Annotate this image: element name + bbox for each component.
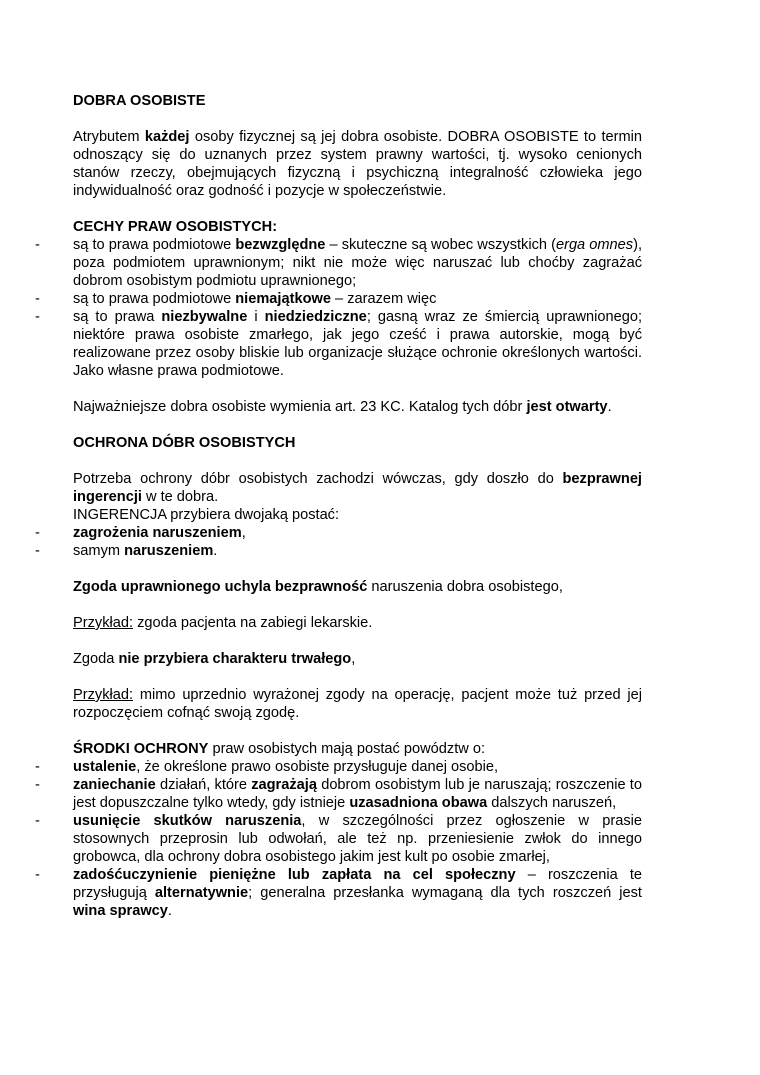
ingerencja-paragraph: INGERENCJA przybiera dwojaką postać: bbox=[73, 507, 340, 523]
list-item: - usunięcie skutków naruszenia, w szczególności przez ogłoszenie w prasie stosownych przeprosin lub odwołań, ale też np. przeniesienie zwłok do innego grobowca, dla ochrony dobra osobistego jakim jest kult po osobie zmarłej, bbox=[73, 812, 642, 866]
ingerencja-list bbox=[73, 524, 642, 560]
przyklad-operacja-paragraph: Przykład: mimo uprzednio wyrażonej zgody na operację, pacjent może tuż przed jej rozpoczęciem cofnąć swoją zgodę. bbox=[73, 687, 642, 721]
intro-paragraph: Atrybutem każdej osoby fizycznej są jej dobra osobiste. DOBRA OSOBISTE to termin odnoszący się do uznanych przez system prawny wartości, tj. wysoko cenionych stanów rzeczy, obejmujących fizyczną i psychiczną integralność człowieka jego indywidualność oraz godność i pozycje w społeczeństwie. bbox=[73, 129, 642, 199]
zgoda-paragraph: Zgoda uprawnionego uchyla bezprawność naruszenia dobra osobistego, bbox=[73, 579, 563, 595]
zgoda-trwala-paragraph: Zgoda nie przybiera charakteru trwałego, bbox=[73, 651, 356, 667]
katalog-paragraph: Najważniejsze dobra osobiste wymienia art. 23 KC. Katalog tych dóbr jest otwarty. bbox=[73, 399, 612, 415]
cechy-list bbox=[73, 236, 642, 380]
heading-cechy: CECHY PRAW OSOBISTYCH: bbox=[73, 219, 278, 235]
heading-dobra-osobiste: DOBRA OSOBISTE bbox=[73, 93, 206, 109]
list-item: - zadośćuczynienie pieniężne lub zapłata na cel społeczny – roszczenia te przysługują alternatywnie; generalna przesłanka wymaganą dla tych roszczeń jest wina sprawcy. bbox=[73, 866, 642, 920]
list-item: - ustalenie, że określone prawo osobiste przysługuje danej osobie, bbox=[73, 758, 642, 776]
list-item: - są to prawa podmiotowe bezwzględne – skuteczne są wobec wszystkich (erga omnes), poza podmiotem uprawnionym; nikt nie może więc naruszać lub choćby zagrażać dobrom osobistym podmiotu uprawnionego; bbox=[73, 236, 642, 290]
przyklad-paragraph: Przykład: zgoda pacjenta na zabiegi lekarskie. bbox=[73, 615, 373, 631]
heading-ochrona: OCHRONA DÓBR OSOBISTYCH bbox=[73, 435, 296, 451]
document-body bbox=[73, 92, 642, 920]
list-item: - zagrożenia naruszeniem, bbox=[73, 524, 642, 542]
srodki-list bbox=[73, 758, 642, 920]
list-item: - samym naruszeniem. bbox=[73, 542, 642, 560]
potrzeba-paragraph: Potrzeba ochrony dóbr osobistych zachodzi wówczas, gdy doszło do bezprawnej ingerencji w te dobra. bbox=[73, 471, 642, 505]
list-item: - są to prawa podmiotowe niemajątkowe – zarazem więc bbox=[73, 290, 642, 308]
list-item: - zaniechanie działań, które zagrażają dobrom osobistym lub je naruszają; roszczenie to jest dopuszczalne tylko wtedy, gdy istnieje uzasadniona obawa dalszych naruszeń, bbox=[73, 776, 642, 812]
list-item: - są to prawa niezbywalne i niedziedziczne; gasną wraz ze śmiercią uprawnionego; niektóre prawa osobiste zmarłego, jak jego cześć i prawa autorskie, mogą być realizowane przez osoby bliskie lub organizacje służące ochronie określonych wartości. Jako własne prawa podmiotowe. bbox=[73, 308, 642, 380]
srodki-paragraph: ŚRODKI OCHRONY praw osobistych mają postać powództw o: bbox=[73, 741, 486, 757]
